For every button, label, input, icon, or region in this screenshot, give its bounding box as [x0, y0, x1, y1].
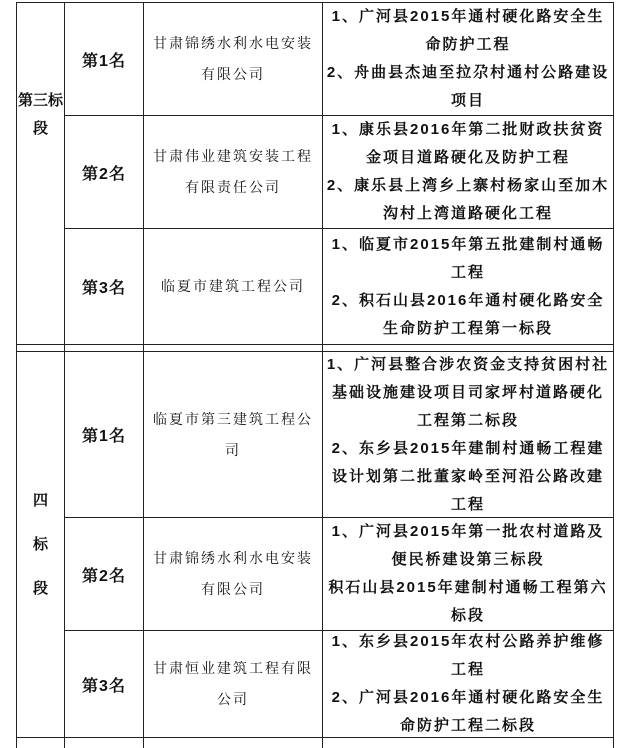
project-item: 1、广河县2015年通村硬化路安全生命防护工程: [331, 8, 605, 53]
project-item: 1、临夏市2015年第五批建制村通畅工程: [331, 235, 605, 281]
rank-cell: [65, 518, 144, 631]
rank-label: 第3名: [82, 280, 126, 297]
project-item: 积石山县2015年建制村通畅工程第六标段: [328, 579, 608, 624]
company-cell: [144, 352, 323, 518]
table-continuation-stub: [16, 738, 614, 748]
rank-cell: [65, 631, 144, 738]
project-item: 2、积石山县2016年通村硬化路安全生命防护工程第一标段: [331, 291, 605, 337]
project-item: 2、广河县2016年通村硬化路安全生命防护工程二标段: [331, 689, 605, 734]
section-cell-3: [17, 3, 65, 345]
projects-cell: [323, 631, 614, 738]
project-item: 1、东乡县2015年农村公路养护维修工程: [331, 633, 605, 678]
project-item: 2、舟曲县杰迪至拉尕村通村公路建设项目: [326, 64, 610, 109]
rank-label: 第2名: [82, 567, 126, 585]
rank-cell: [65, 352, 144, 518]
company-name: 临夏市第三建筑工程公司: [153, 410, 313, 458]
company-name: 甘肃锦绣水利水电安装有限公司: [153, 550, 313, 597]
projects-cell: [323, 518, 614, 631]
rank-cell: [65, 229, 144, 345]
company-cell: [144, 518, 323, 631]
section-divider: [17, 345, 65, 352]
company-cell: [144, 3, 323, 116]
projects-cell: [323, 352, 614, 518]
rank-label: 第1名: [82, 52, 126, 70]
projects-cell: [323, 116, 614, 229]
company-cell: [144, 116, 323, 229]
section-divider: [144, 345, 323, 352]
section-divider: [323, 345, 614, 352]
company-cell: [144, 631, 323, 738]
project-item: 1、广河县2015年第一批农村道路及便民桥建设第三标段: [331, 523, 605, 568]
project-item: 2、康乐县上湾乡上寨村杨家山至加木沟村上湾道路硬化工程: [326, 177, 610, 222]
project-item: 2、东乡县2015年建制村通畅工程建设计划第二批董家岭至河沿公路改建工程: [331, 439, 605, 513]
section-label: 第三标段: [18, 92, 64, 137]
company-name: 甘肃恒业建筑工程有限公司: [153, 660, 313, 707]
rank-label: 第3名: [82, 677, 126, 695]
project-item: 1、广河县整合涉农资金支持贫困村社基础设施建设项目司家坪村道路硬化工程第二标段: [326, 355, 610, 429]
section-divider: [65, 345, 144, 352]
rank-label: 第2名: [82, 165, 126, 183]
company-name: 甘肃伟业建筑安装工程有限责任公司: [153, 148, 313, 195]
bid-ranking-table: [16, 2, 614, 738]
company-name: 甘肃锦绣水利水电安装有限公司: [153, 35, 313, 82]
rank-label: 第1名: [82, 428, 126, 445]
project-item: 1、康乐县2016年第二批财政扶贫资金项目道路硬化及防护工程: [331, 121, 605, 166]
section-cell-4: [17, 352, 65, 738]
rank-cell: [65, 116, 144, 229]
company-cell: [144, 229, 323, 345]
company-name: 临夏市建筑工程公司: [161, 278, 305, 294]
projects-cell: [323, 3, 614, 116]
rank-cell: [65, 3, 144, 116]
section-label: 四标段: [32, 491, 48, 597]
projects-cell: [323, 229, 614, 345]
